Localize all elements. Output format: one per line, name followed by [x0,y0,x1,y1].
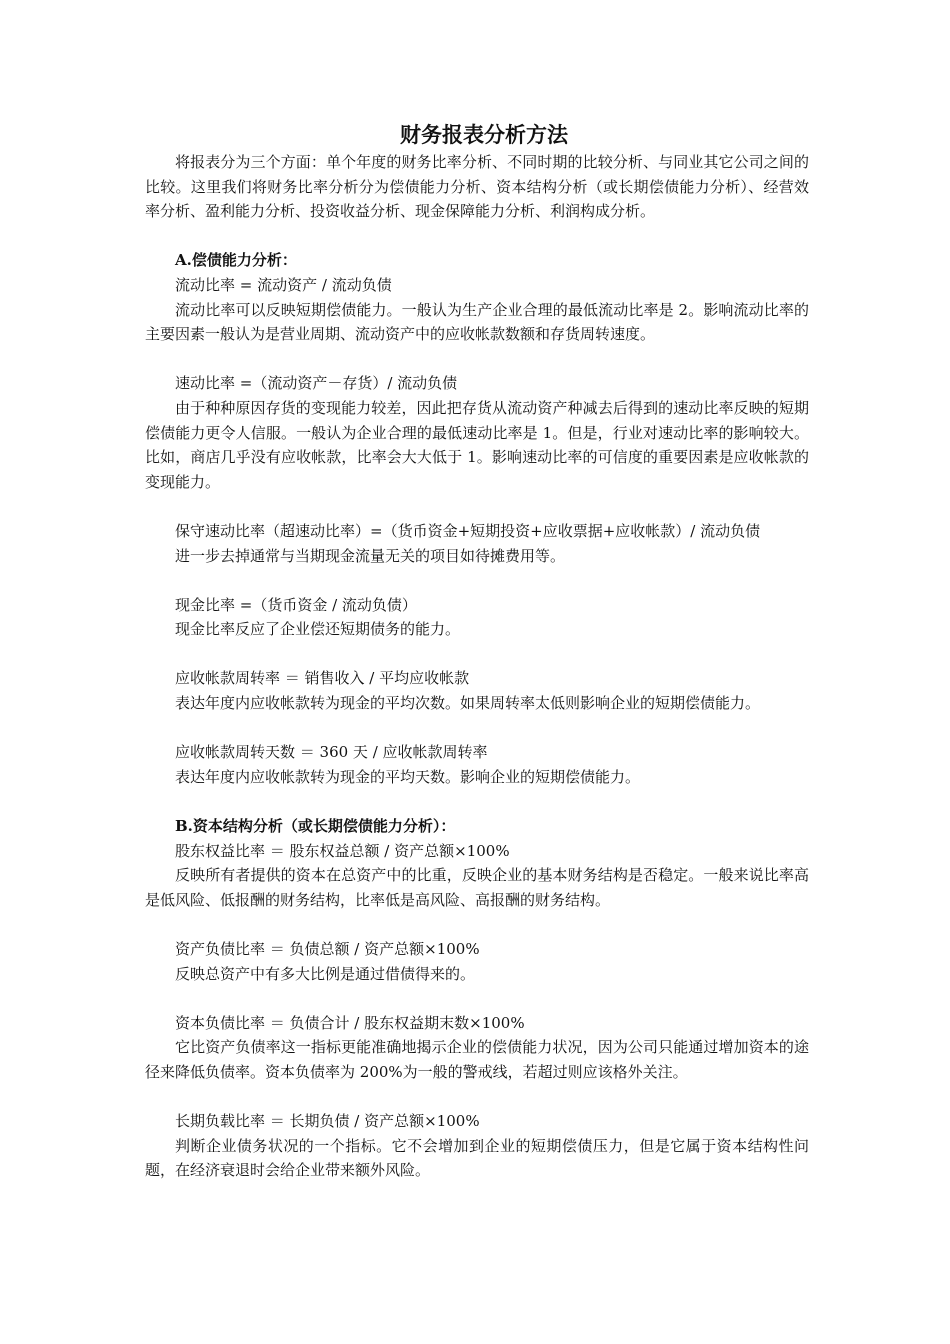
spacer [145,494,809,519]
formula-receivables-turnover: 应收帐款周转率 ＝ 销售收入 / 平均应收帐款 [175,669,470,688]
spacer [145,716,809,741]
desc-current-ratio: 流动比率可以反映短期偿债能力。一般认为生产企业合理的最低流动比率是 2。影响流动比率的主要因素一般认为是营业周期、流动资产中的应收帐款数额和存货周转速度。 [145,300,809,344]
desc-conservative-quick-ratio: 进一步去掉通常与当期现金流量无关的项目如待摊费用等。 [175,546,566,565]
intro-paragraph: 将报表分为三个方面：单个年度的财务比率分析、不同时期的比较分析、与同业其它公司之间的比较。这里我们将财务比率分析分为偿债能力分析、资本结构分析（或长期偿债能力分析）、经营效率分析、盈利能力分析、投资收益分析、现金保障能力分析、利润构成分析。 [145,153,809,221]
spacer [145,912,809,937]
spacer [145,1085,809,1110]
document-title: 财务报表分析方法 [400,122,568,147]
formula-equity-ratio: 股东权益比率 ＝ 股东权益总额 / 资产总额×100% [175,841,510,860]
formula-conservative-quick-ratio: 保守速动比率（超速动比率）=（货币资金+短期投资+应收票据+应收帐款）/ 流动负债 [175,521,761,540]
desc-long-term-debt-ratio: 判断企业债务状况的一个指标。它不会增加到企业的短期偿债压力，但是它属于资本结构性问题，在经济衰退时会给企业带来额外风险。 [145,1136,809,1180]
section-a-heading: A.偿债能力分析： [175,251,297,270]
spacer [145,986,809,1011]
desc-receivables-days: 表达年度内应收帐款转为现金的平均天数。影响企业的短期偿债能力。 [175,767,641,786]
spacer [145,642,809,667]
desc-receivables-turnover: 表达年度内应收帐款转为现金的平均次数。如果周转率太低则影响企业的短期偿债能力。 [175,694,761,713]
desc-debt-asset-ratio: 反映总资产中有多大比例是通过借债得来的。 [175,964,476,983]
formula-debt-asset-ratio: 资产负债比率 ＝ 负债总额 / 资产总额×100% [175,940,480,958]
formula-current-ratio: 流动比率 = 流动资产 / 流动负债 [175,275,392,294]
formula-debt-equity-ratio: 资本负债比率 ＝ 负债合计 / 股东权益期末数×100% [175,1013,525,1032]
spacer [145,789,809,814]
desc-cash-ratio: 现金比率反应了企业偿还短期债务的能力。 [175,620,461,639]
section-b-heading: B.资本结构分析（或长期偿债能力分析）： [175,817,456,836]
spacer [145,224,809,249]
desc-equity-ratio: 反映所有者提供的资本在总资产中的比重，反映企业的基本财务结构是否稳定。一般来说比率高是低风险、低报酬的财务结构，比率低是高风险、高报酬的财务结构。 [145,866,809,909]
formula-quick-ratio: 速动比率 =（流动资产－存货）/ 流动负债 [175,374,458,393]
formula-long-term-debt-ratio: 长期负载比率 ＝ 长期负债 / 资产总额×100% [175,1112,480,1131]
spacer [145,568,809,593]
desc-debt-equity-ratio: 它比资产负债率这一指标更能准确地揭示企业的偿债能力状况，因为公司只能通过增加资本的途径来降低负债率。资本负债率为 200%为一般的警戒线，若超过则应该格外关注。 [145,1038,809,1081]
formula-cash-ratio: 现金比率 =（货币资金 / 流动负债） [175,595,417,614]
spacer [145,347,809,372]
desc-quick-ratio: 由于种种原因存货的变现能力较差，因此把存货从流动资产种减去后得到的速动比率反映的短期偿债能力更令人信服。一般认为企业合理的最低速动比率是 1。但是，行业对速动比率的影响较大。比如，商店几乎没有应收帐款，比率会大大低于 1。影响速动比率的可信度的重要因素是应收帐款的变现能力。 [145,398,809,491]
formula-receivables-days: 应收帐款周转天数 ＝ 360 天 / 应收帐款周转率 [175,743,488,762]
document-body [145,120,809,1183]
